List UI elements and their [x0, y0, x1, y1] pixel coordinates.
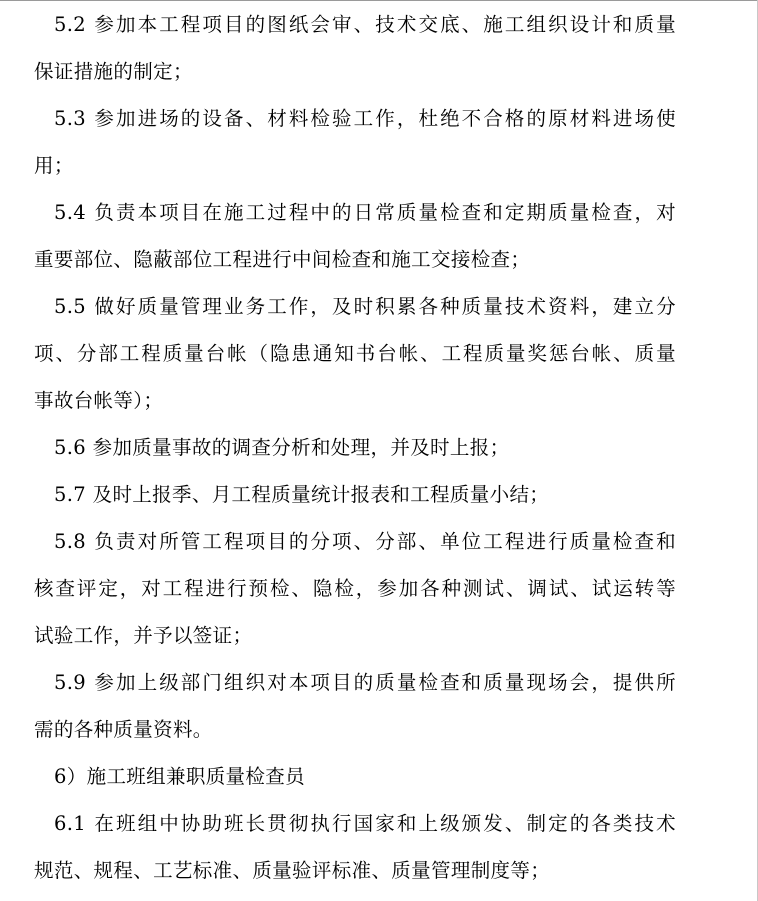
item-5-6-line-1: 5.6 参加质量事故的调查分析和处理，并及时上报；: [54, 436, 510, 459]
item-5-9-line-1: 5.9 参加上级部门组织对本项目的质量检查和质量现场会，提供所: [54, 671, 676, 694]
item-6-1-line-1: 6.1 在班组中协助班长贯彻执行国家和上级颁发、制定的各类技术: [54, 812, 676, 835]
item-5-5-line-3: 事故台帐等）；: [34, 389, 164, 412]
item-5-8-line-1: 5.8 负责对所管工程项目的分项、分部、单位工程进行质量检查和: [54, 530, 676, 553]
item-5-2-line-1: 5.2 参加本工程项目的图纸会审、技术交底、施工组织设计和质量: [54, 13, 676, 36]
item-5-9-line-2: 需的各种质量资料。: [34, 718, 213, 741]
item-5-8-line-3: 试验工作，并予以签证；: [34, 624, 253, 647]
item-5-2-line-2: 保证措施的制定；: [34, 60, 193, 83]
item-6-1-line-2: 规范、规程、工艺标准、质量验评标准、质量管理制度等；: [34, 859, 551, 882]
item-5-8-line-2: 核查评定，对工程进行预检、隐检，参加各种测试、调试、试运转等: [34, 577, 676, 600]
section-6-heading: 6）施工班组兼职质量检查员: [54, 765, 305, 788]
item-5-4-line-2: 重要部位、隐蔽部位工程进行中间检查和施工交接检查；: [34, 248, 531, 271]
document-body: [34, 7, 676, 900]
item-5-5-line-1: 5.5 做好质量管理业务工作，及时积累各种质量技术资料，建立分: [54, 295, 676, 318]
item-5-3-line-1: 5.3 参加进场的设备、材料检验工作，杜绝不合格的原材料进场使: [54, 107, 676, 130]
item-5-3-line-2: 用；: [34, 154, 74, 177]
item-5-7-line-1: 5.7 及时上报季、月工程质量统计报表和工程质量小结；: [54, 483, 550, 506]
item-5-4-line-1: 5.4 负责本项目在施工过程中的日常质量检查和定期质量检查，对: [54, 201, 676, 224]
top-border: [0, 0, 758, 1]
item-5-5-line-2: 项、分部工程质量台帐（隐患通知书台帐、工程质量奖惩台帐、质量: [34, 342, 676, 365]
